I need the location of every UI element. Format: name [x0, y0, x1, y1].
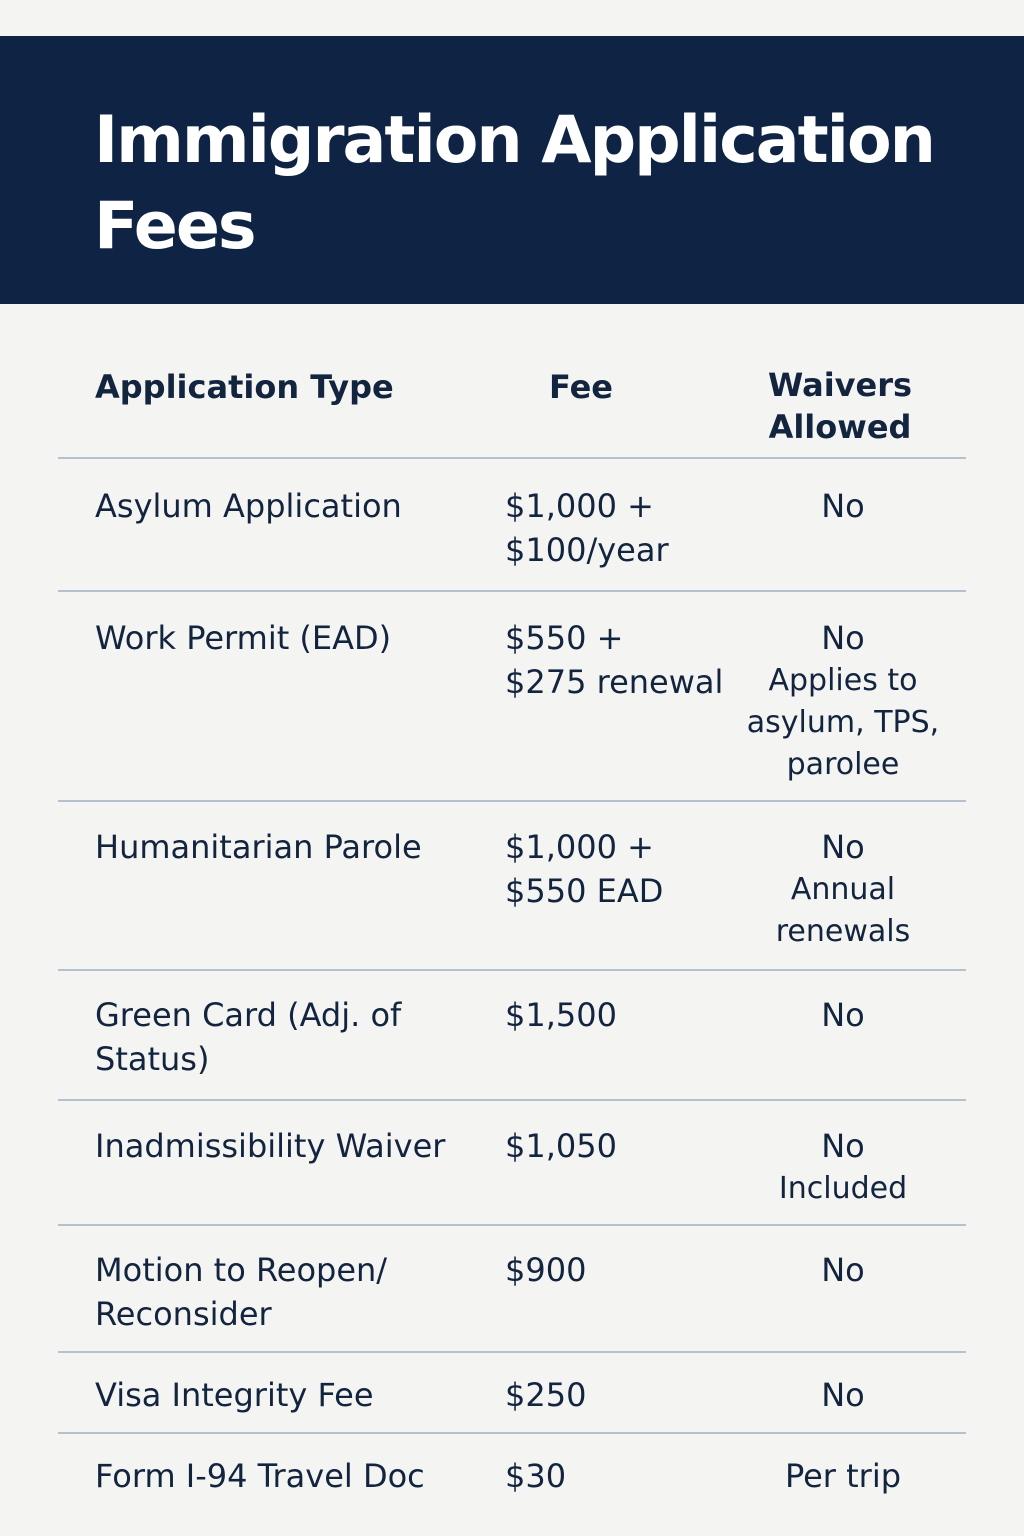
row-inadmissibility-waiver-note: Included: [778, 1171, 908, 1206]
row-form-i94-waiver: Per trip: [784, 1457, 902, 1495]
row-green-card-fee: $1,500: [505, 996, 617, 1034]
row-inadmissibility-waiver-fee: $1,050: [505, 1127, 617, 1165]
row-asylum-fee: $1,000 + $100/year: [505, 487, 669, 569]
row-work-permit-type: Work Permit (EAD): [95, 619, 392, 657]
header-divider: [58, 457, 966, 459]
row-divider: [58, 1432, 966, 1434]
row-divider: [58, 1224, 966, 1226]
row-divider: [58, 800, 966, 802]
title-banner: [0, 36, 1024, 304]
row-form-i94-type: Form I-94 Travel Doc: [95, 1457, 425, 1495]
column-header-waivers-allowed: Waivers Allowed: [767, 366, 913, 446]
row-work-permit-waiver: No: [821, 619, 865, 657]
row-asylum-waiver: No: [821, 487, 865, 525]
row-humanitarian-parole-fee: $1,000 + $550 EAD: [505, 828, 664, 910]
row-visa-integrity-fee-type: Visa Integrity Fee: [95, 1376, 374, 1414]
row-motion-to-reopen-fee: $900: [505, 1251, 587, 1289]
row-form-i94-fee: $30: [505, 1457, 567, 1495]
row-inadmissibility-waiver-type: Inadmissibility Waiver: [95, 1127, 446, 1165]
row-motion-to-reopen-type: Motion to Reopen/ Reconsider: [95, 1251, 388, 1333]
column-header-application-type: Application Type: [95, 368, 394, 406]
row-divider: [58, 1099, 966, 1101]
row-work-permit-note: Applies to asylum, TPS, parolee: [746, 663, 940, 782]
column-header-fee: Fee: [549, 368, 613, 406]
row-humanitarian-parole-note: Annual renewals: [775, 872, 911, 949]
row-green-card-type: Green Card (Adj. of Status): [95, 996, 402, 1078]
row-divider: [58, 590, 966, 592]
row-humanitarian-parole-type: Humanitarian Parole: [95, 828, 422, 866]
row-work-permit-fee: $550 + $275 renewal: [505, 619, 724, 701]
row-divider: [58, 1351, 966, 1353]
row-motion-to-reopen-waiver: No: [821, 1251, 865, 1289]
row-divider: [58, 969, 966, 971]
row-green-card-waiver: No: [821, 996, 865, 1034]
row-visa-integrity-fee-fee: $250: [505, 1376, 587, 1414]
row-asylum-type: Asylum Application: [95, 487, 402, 525]
row-humanitarian-parole-waiver: No: [821, 828, 865, 866]
row-inadmissibility-waiver-waiver: No: [821, 1127, 865, 1165]
row-visa-integrity-fee-waiver: No: [821, 1376, 865, 1414]
page-title: Immigration Application Fees: [94, 103, 934, 264]
